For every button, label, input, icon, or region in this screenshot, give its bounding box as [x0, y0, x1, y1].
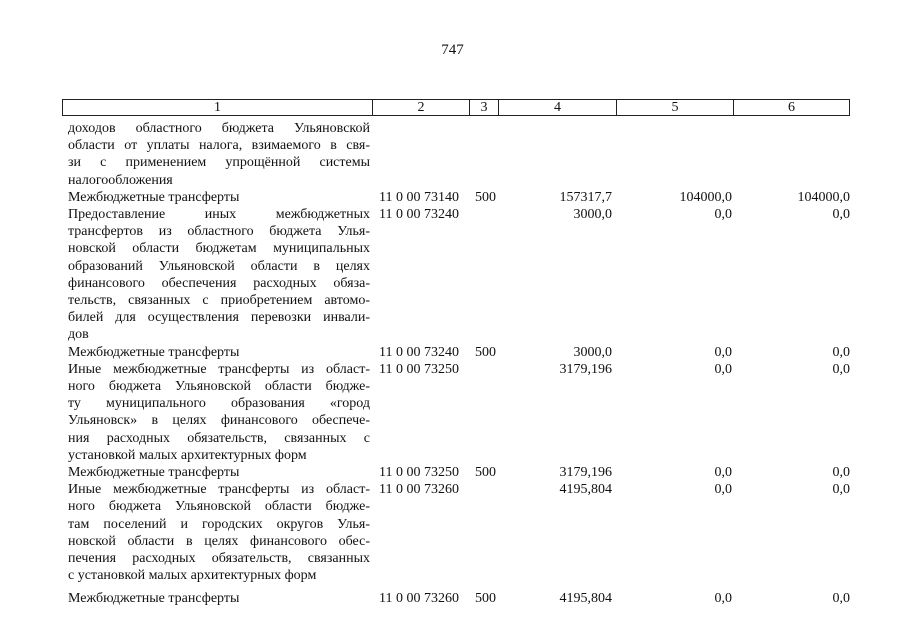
header-col-3: 3 — [470, 100, 499, 115]
table-header — [62, 99, 850, 116]
row-description — [68, 481, 370, 584]
description-line: там поселений и городских округов Улья- — [68, 516, 370, 532]
table-row — [68, 590, 858, 607]
table-row — [68, 361, 858, 464]
header-col-6: 6 — [788, 100, 795, 115]
table-row — [68, 120, 858, 189]
description-line: новской области в целях финансового обес- — [68, 533, 370, 549]
target-code: 11 0 00 73140 — [379, 189, 459, 205]
description-line: с установкой малых архитектурных форм — [68, 568, 317, 584]
description-line: ту муниципального образования «город — [68, 396, 370, 412]
description-line: финансового обеспечения расходных обяза- — [68, 275, 370, 291]
target-code: 11 0 00 73240 — [379, 344, 459, 360]
description-line: Межбюджетные трансферты — [68, 344, 240, 360]
description-line: установкой малых архитектурных форм — [68, 447, 307, 463]
description-line: Иные межбюджетные трансферты из област- — [68, 482, 370, 498]
description-line: зи с применением упрощённой системы — [68, 155, 370, 171]
description-line: ния расходных обязательств, связанных с — [68, 430, 370, 446]
header-col-5: 5 — [617, 100, 734, 115]
value-col-4: 4195,804 — [559, 591, 612, 607]
description-line: Межбюджетные трансферты — [68, 591, 240, 607]
description-line: Межбюджетные трансферты — [68, 465, 240, 481]
expense-type: 500 — [475, 189, 496, 205]
value-col-4: 3000,0 — [573, 344, 612, 360]
value-col-4: 3179,196 — [559, 465, 612, 481]
value-col-6: 0,0 — [832, 482, 850, 498]
row-description — [68, 206, 370, 344]
description-line: билей для осуществления перевозки инвали- — [68, 310, 370, 326]
value-col-4: 3000,0 — [573, 207, 612, 223]
target-code: 11 0 00 73250 — [379, 361, 459, 377]
description-line: Ульяновск» в целях финансового обеспече- — [68, 413, 370, 429]
description-line: ного бюджета Ульяновской области бюдже- — [68, 379, 370, 395]
value-col-5: 0,0 — [714, 207, 732, 223]
description-line: Иные межбюджетные трансферты из област- — [68, 361, 370, 377]
value-col-4: 4195,804 — [559, 482, 612, 498]
description-line: Межбюджетные трансферты — [68, 189, 240, 205]
description-line: доходов областного бюджета Ульяновской — [68, 121, 370, 136]
value-col-5: 0,0 — [714, 591, 732, 607]
target-code: 11 0 00 73260 — [379, 591, 459, 607]
expense-type: 500 — [475, 344, 496, 360]
table-row — [68, 206, 858, 344]
header-col-1: 1 — [63, 100, 373, 115]
description-line: дов — [68, 327, 89, 343]
target-code: 11 0 00 73240 — [379, 207, 459, 223]
table-row — [68, 344, 858, 361]
expense-type: 500 — [475, 465, 496, 481]
header-col-4: 4 — [499, 100, 617, 115]
description-line: новской области бюджетам муниципальных — [68, 241, 370, 257]
row-description — [68, 344, 370, 361]
value-col-6: 0,0 — [832, 207, 850, 223]
description-line: налогообложения — [68, 172, 173, 188]
page-number: 747 — [441, 42, 464, 58]
table-body — [68, 120, 858, 608]
value-col-6: 0,0 — [832, 344, 850, 360]
value-col-6: 0,0 — [832, 361, 850, 377]
description-line: трансфертов из областного бюджета Улья- — [68, 224, 370, 240]
table-row — [68, 189, 858, 206]
expense-type: 500 — [475, 591, 496, 607]
description-line: печения расходных обязательств, связанных — [68, 551, 370, 567]
row-description — [68, 361, 370, 464]
value-col-6: 0,0 — [832, 591, 850, 607]
value-col-6: 104000,0 — [797, 189, 850, 205]
value-col-5: 0,0 — [714, 361, 732, 377]
value-col-4: 157317,7 — [559, 189, 612, 205]
target-code: 11 0 00 73250 — [379, 465, 459, 481]
value-col-5: 0,0 — [714, 482, 732, 498]
target-code: 11 0 00 73260 — [379, 482, 459, 498]
description-line: области от уплаты налога, взимаемого в свя- — [68, 138, 370, 154]
table-row — [68, 464, 858, 481]
header-col-2: 2 — [373, 100, 470, 115]
row-description — [68, 189, 370, 206]
description-line: ного бюджета Ульяновской области бюдже- — [68, 499, 370, 515]
row-description — [68, 464, 370, 481]
value-col-4: 3179,196 — [559, 361, 612, 377]
value-col-5: 0,0 — [714, 344, 732, 360]
value-col-5: 104000,0 — [679, 189, 732, 205]
table-row — [68, 481, 858, 584]
row-description — [68, 590, 370, 607]
value-col-6: 0,0 — [832, 465, 850, 481]
description-line: тельств, связанных с приобретением автомо- — [68, 293, 370, 309]
description-line: образований Ульяновской области в целях — [68, 258, 370, 274]
value-col-5: 0,0 — [714, 465, 732, 481]
row-description — [68, 120, 370, 189]
description-line: Предоставление иных межбюджетных — [68, 207, 370, 223]
